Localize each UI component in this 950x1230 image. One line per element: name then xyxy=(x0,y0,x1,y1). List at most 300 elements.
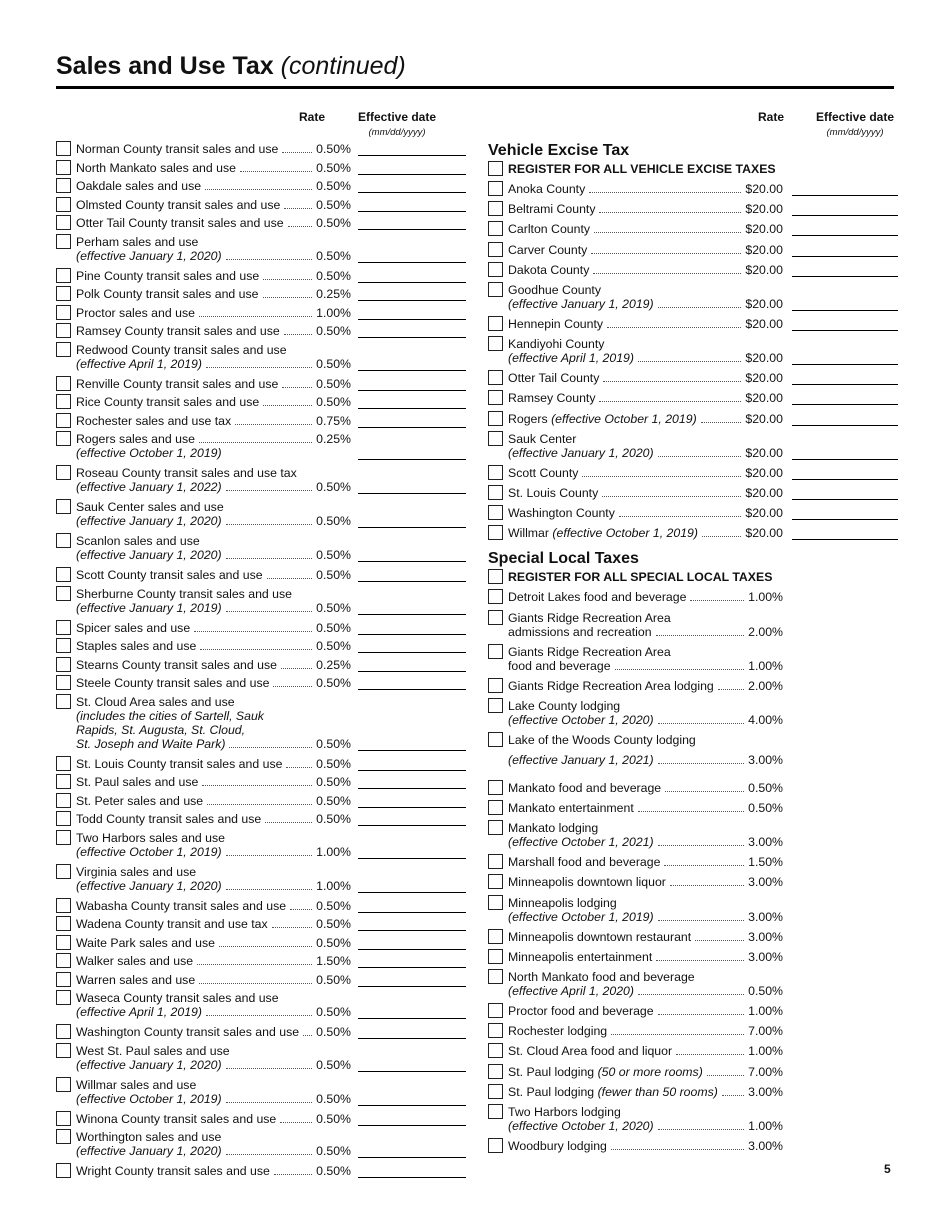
item-rate: 1.00% xyxy=(748,1118,783,1133)
list-item xyxy=(56,142,470,161)
effective-date-field[interactable] xyxy=(792,459,898,460)
item-name-text: Goodhue County xyxy=(508,282,601,297)
item-rate: 1.00% xyxy=(316,878,351,893)
checkbox[interactable] xyxy=(56,376,71,391)
item-name-text: Giants Ridge Recreation Area xyxy=(508,644,671,659)
checkbox[interactable] xyxy=(488,525,503,540)
effective-date-field[interactable] xyxy=(358,581,466,582)
dot-leader xyxy=(226,558,313,559)
checkbox[interactable] xyxy=(488,929,503,944)
checkbox[interactable] xyxy=(488,780,503,795)
item-name xyxy=(508,1139,607,1153)
item-name-text: Todd County transit sales and use xyxy=(76,812,262,826)
effective-date-field[interactable] xyxy=(792,519,898,520)
item-name-text: Spicer sales and use xyxy=(76,620,191,635)
list-item xyxy=(488,896,902,930)
list-item xyxy=(56,216,470,235)
list-item xyxy=(488,486,902,506)
effective-date-field[interactable] xyxy=(358,527,466,528)
effective-date-field[interactable] xyxy=(358,1125,466,1126)
checkbox[interactable] xyxy=(56,286,71,301)
item-rate: $20.00 xyxy=(745,182,783,196)
effective-date-field[interactable] xyxy=(792,330,898,331)
item-name xyxy=(508,1044,672,1058)
effective-date-field[interactable] xyxy=(792,384,898,385)
item-rate: 0.50% xyxy=(316,1005,351,1019)
list-item xyxy=(56,621,470,640)
item-rate: 3.00% xyxy=(748,1084,783,1099)
checkbox[interactable] xyxy=(56,1111,71,1126)
checkbox[interactable] xyxy=(488,589,503,604)
checkbox[interactable] xyxy=(488,181,503,196)
list-item xyxy=(488,970,902,1004)
item-name xyxy=(508,611,671,625)
checkbox[interactable] xyxy=(488,1084,503,1099)
item-name xyxy=(76,269,259,283)
checkbox[interactable] xyxy=(488,316,503,331)
effective-date-field[interactable] xyxy=(358,930,466,931)
item-rate: 0.75% xyxy=(316,413,351,428)
checkbox[interactable] xyxy=(56,499,71,514)
checkbox[interactable] xyxy=(488,282,503,297)
checkbox[interactable] xyxy=(488,221,503,236)
item-name xyxy=(508,283,601,297)
effective-date-field[interactable] xyxy=(792,256,898,257)
effective-date-field[interactable] xyxy=(792,195,898,196)
dot-leader xyxy=(638,811,744,812)
effective-date-field[interactable] xyxy=(792,215,898,216)
item-name-text: Rogers sales and use xyxy=(76,432,195,446)
effective-date-field[interactable] xyxy=(792,310,898,311)
item-name xyxy=(508,486,598,500)
item-name-text: Otter Tail County transit sales and use xyxy=(76,216,284,230)
effective-date-field[interactable] xyxy=(792,479,898,480)
checkbox[interactable] xyxy=(56,657,71,672)
item-name xyxy=(76,1164,270,1178)
item-rate: 0.50% xyxy=(316,248,351,263)
list-item xyxy=(56,587,470,621)
checkbox[interactable] xyxy=(488,698,503,713)
effective-date-field[interactable] xyxy=(358,689,466,690)
checkbox[interactable] xyxy=(56,586,71,601)
dot-leader xyxy=(707,1075,744,1076)
item-name-text: St. Paul sales and use xyxy=(76,775,199,789)
item-name xyxy=(508,679,714,693)
item-rate: $20.00 xyxy=(745,316,783,331)
effective-date-field[interactable] xyxy=(792,235,898,236)
item-name xyxy=(508,412,697,426)
effective-date-field[interactable] xyxy=(358,337,466,338)
effective-date-field[interactable] xyxy=(358,211,466,212)
checkbox[interactable] xyxy=(488,1064,503,1079)
item-name xyxy=(76,954,193,968)
checkbox[interactable] xyxy=(488,732,503,747)
checkbox[interactable] xyxy=(56,935,71,950)
dot-leader xyxy=(658,920,745,921)
checkbox[interactable] xyxy=(488,800,503,815)
item-name xyxy=(508,432,576,446)
dot-leader xyxy=(290,909,312,910)
effective-date-field[interactable] xyxy=(358,561,466,562)
item-name xyxy=(76,198,280,212)
checkbox[interactable] xyxy=(56,431,71,446)
checkbox[interactable] xyxy=(488,505,503,520)
checkbox[interactable] xyxy=(56,567,71,582)
checkbox[interactable] xyxy=(488,161,503,176)
checkbox[interactable] xyxy=(488,569,503,584)
checkbox[interactable] xyxy=(56,774,71,789)
dot-leader xyxy=(658,763,745,764)
list-item xyxy=(56,936,470,955)
item-name-text: Mankato food and beverage xyxy=(508,780,662,795)
checkbox[interactable] xyxy=(56,141,71,156)
checkbox[interactable] xyxy=(56,756,71,771)
checkbox[interactable] xyxy=(488,969,503,984)
checkbox[interactable] xyxy=(56,972,71,987)
item-name xyxy=(76,676,269,690)
dot-leader xyxy=(695,940,744,941)
checkbox[interactable] xyxy=(488,262,503,277)
item-name xyxy=(76,534,200,548)
checkbox[interactable] xyxy=(56,1024,71,1039)
effective-date-field[interactable] xyxy=(358,1038,466,1039)
checkbox[interactable] xyxy=(56,638,71,653)
dot-leader xyxy=(722,1095,744,1096)
checkbox[interactable] xyxy=(56,1129,71,1144)
checkbox[interactable] xyxy=(56,694,71,709)
list-item xyxy=(56,269,470,288)
list-item xyxy=(488,590,902,610)
dot-leader xyxy=(658,1129,745,1130)
checkbox[interactable] xyxy=(488,895,503,910)
list-item xyxy=(56,500,470,534)
item-rate: 0.50% xyxy=(316,736,351,751)
effective-date-header: Effective date xyxy=(357,110,437,124)
item-name xyxy=(76,917,268,931)
checkbox[interactable] xyxy=(56,215,71,230)
item-name-text: Woodbury lodging xyxy=(508,1138,607,1153)
item-subtext: (effective January 1, 2019) xyxy=(508,296,654,311)
checkbox[interactable] xyxy=(488,1023,503,1038)
dot-leader xyxy=(226,889,313,890)
item-name-text: Warren sales and use xyxy=(76,972,196,987)
dot-leader xyxy=(658,307,742,308)
effective-date-field[interactable] xyxy=(792,539,898,540)
list-item xyxy=(56,658,470,677)
list-item xyxy=(56,466,470,500)
effective-date-field[interactable] xyxy=(358,986,466,987)
item-name xyxy=(508,371,599,385)
effective-date-field[interactable] xyxy=(358,750,466,751)
dot-leader xyxy=(599,212,741,213)
item-subtext: (effective January 1, 2019) xyxy=(76,600,222,615)
item-rate: 0.25% xyxy=(316,657,351,672)
checkbox[interactable] xyxy=(488,854,503,869)
item-name xyxy=(508,801,634,815)
dot-leader xyxy=(199,983,312,984)
list-item xyxy=(488,645,902,679)
list-item xyxy=(56,1044,470,1078)
list-item xyxy=(56,324,470,343)
effective-date-field[interactable] xyxy=(792,425,898,426)
item-name-text: Ramsey County xyxy=(508,391,596,406)
effective-date-field[interactable] xyxy=(358,614,466,615)
effective-date-field[interactable] xyxy=(358,459,466,460)
list-item xyxy=(56,534,470,568)
item-rate: 3.00% xyxy=(748,752,783,767)
left-column xyxy=(56,110,470,1183)
dot-leader xyxy=(701,422,742,423)
checkbox[interactable] xyxy=(56,811,71,826)
checkbox[interactable] xyxy=(488,1104,503,1119)
effective-date-field[interactable] xyxy=(358,949,466,950)
effective-date-field[interactable] xyxy=(358,408,466,409)
checkbox[interactable] xyxy=(56,268,71,283)
list-item xyxy=(488,930,902,950)
effective-date-field[interactable] xyxy=(358,1105,466,1106)
dot-leader xyxy=(226,855,313,856)
checkbox[interactable] xyxy=(56,620,71,635)
effective-date-field[interactable] xyxy=(358,1018,466,1019)
effective-date-field[interactable] xyxy=(358,300,466,301)
list-item xyxy=(56,695,470,757)
item-rate: $20.00 xyxy=(745,242,783,257)
checkbox[interactable] xyxy=(488,485,503,500)
checkbox[interactable] xyxy=(488,820,503,835)
checkbox[interactable] xyxy=(488,411,503,426)
list-item xyxy=(488,1004,902,1024)
item-rate: 0.50% xyxy=(316,395,351,409)
checkbox[interactable] xyxy=(56,305,71,320)
effective-date-field[interactable] xyxy=(792,499,898,500)
item-name xyxy=(508,466,578,480)
checkbox[interactable] xyxy=(488,678,503,693)
item-subtext: admissions and recreation xyxy=(508,624,652,639)
effective-date-field[interactable] xyxy=(358,892,466,893)
effective-date-field[interactable] xyxy=(358,858,466,859)
item-name-text: Marshall food and beverage xyxy=(508,855,661,870)
effective-date-field[interactable] xyxy=(358,807,466,808)
effective-date-field[interactable] xyxy=(358,192,466,193)
checkbox[interactable] xyxy=(488,242,503,257)
dot-leader xyxy=(658,456,742,457)
effective-date-field[interactable] xyxy=(792,364,898,365)
effective-date-field[interactable] xyxy=(358,370,466,371)
effective-date-field[interactable] xyxy=(358,174,466,175)
checkbox[interactable] xyxy=(488,390,503,405)
checkbox[interactable] xyxy=(56,178,71,193)
effective-date-field[interactable] xyxy=(358,427,466,428)
checkbox[interactable] xyxy=(56,830,71,845)
effective-date-field[interactable] xyxy=(358,1071,466,1072)
right-header xyxy=(488,110,902,142)
item-name xyxy=(508,970,695,984)
checkbox[interactable] xyxy=(56,234,71,249)
list-item xyxy=(56,287,470,306)
checkbox[interactable] xyxy=(488,465,503,480)
checkbox[interactable] xyxy=(56,160,71,175)
checkbox[interactable] xyxy=(56,990,71,1005)
item-name-text: Virginia sales and use xyxy=(76,864,197,879)
list-item xyxy=(488,412,902,432)
effective-date-field[interactable] xyxy=(358,262,466,263)
item-name xyxy=(76,936,215,950)
checkbox[interactable] xyxy=(56,413,71,428)
checkbox[interactable] xyxy=(56,533,71,548)
dot-leader xyxy=(263,297,313,298)
item-name xyxy=(76,973,195,987)
checkbox[interactable] xyxy=(488,874,503,889)
list-item xyxy=(488,243,902,263)
checkbox[interactable] xyxy=(56,197,71,212)
checkbox[interactable] xyxy=(488,1043,503,1058)
dot-leader xyxy=(718,689,744,690)
effective-date-field[interactable] xyxy=(358,671,466,672)
list-item xyxy=(488,317,902,337)
item-name-text: Rogers xyxy=(508,411,548,426)
effective-date-field[interactable] xyxy=(358,390,466,391)
checkbox[interactable] xyxy=(56,898,71,913)
checkbox[interactable] xyxy=(56,1043,71,1058)
list-item xyxy=(488,733,902,781)
item-name-text: Minneapolis downtown restaurant xyxy=(508,929,692,944)
checkbox[interactable] xyxy=(488,336,503,351)
checkbox[interactable] xyxy=(56,864,71,879)
item-rate: 0.50% xyxy=(748,983,783,998)
item-rate: 0.50% xyxy=(316,600,351,615)
checkbox[interactable] xyxy=(56,323,71,338)
page-title: Sales and Use Tax (continued) xyxy=(56,52,406,80)
item-name xyxy=(76,414,231,428)
checkbox[interactable] xyxy=(56,953,71,968)
item-name-text: Scott County xyxy=(508,465,579,480)
item-name-text: Walker sales and use xyxy=(76,954,194,968)
effective-date-field[interactable] xyxy=(358,967,466,968)
item-name-text: Otter Tail County xyxy=(508,371,600,386)
item-name xyxy=(76,1078,196,1092)
item-name-text: Minneapolis downtown liquor xyxy=(508,875,666,890)
effective-date-field[interactable] xyxy=(792,404,898,405)
effective-date-field[interactable] xyxy=(358,1157,466,1158)
item-name xyxy=(76,695,235,709)
checkbox[interactable] xyxy=(56,1163,71,1178)
list-item xyxy=(56,812,470,831)
checkbox[interactable] xyxy=(56,342,71,357)
effective-date-field[interactable] xyxy=(358,1177,466,1178)
item-name xyxy=(508,391,595,405)
item-rate: $20.00 xyxy=(745,445,783,460)
item-name xyxy=(508,243,587,257)
checkbox[interactable] xyxy=(488,644,503,659)
dot-leader xyxy=(200,649,312,650)
checkbox[interactable] xyxy=(56,394,71,409)
effective-date-field[interactable] xyxy=(358,912,466,913)
item-name xyxy=(76,757,282,771)
item-subtext: (includes the cities of Sartell, Sauk xyxy=(76,708,264,723)
list-item xyxy=(488,337,902,371)
list-item xyxy=(56,757,470,776)
effective-date-field[interactable] xyxy=(358,652,466,653)
item-name-text: Lake of the Woods County lodging xyxy=(508,732,696,747)
checkbox[interactable] xyxy=(488,431,503,446)
item-rate: 0.50% xyxy=(316,972,351,987)
item-name xyxy=(508,1105,621,1119)
list-item xyxy=(488,699,902,733)
checkbox[interactable] xyxy=(56,675,71,690)
dot-leader xyxy=(615,669,745,670)
checkbox[interactable] xyxy=(56,793,71,808)
item-name-text: Detroit Lakes food and beverage xyxy=(508,590,687,605)
date-format-hint: (mm/dd/yyyy) xyxy=(826,127,884,138)
checkbox[interactable] xyxy=(488,1138,503,1153)
list-item xyxy=(56,377,470,396)
effective-date-field[interactable] xyxy=(792,276,898,277)
list-item xyxy=(488,1044,902,1064)
item-rate: 0.50% xyxy=(316,324,351,338)
item-name xyxy=(508,896,617,910)
item-rate: $20.00 xyxy=(745,485,783,500)
item-name xyxy=(76,794,203,808)
effective-date-field[interactable] xyxy=(358,770,466,771)
checkbox[interactable] xyxy=(56,916,71,931)
item-name-text: Lake County lodging xyxy=(508,698,621,713)
list-item xyxy=(56,899,470,918)
item-name xyxy=(76,377,278,391)
checkbox[interactable] xyxy=(488,370,503,385)
effective-date-field[interactable] xyxy=(358,788,466,789)
list-item xyxy=(56,568,470,587)
item-name xyxy=(76,324,280,338)
item-name xyxy=(508,821,598,835)
item-name-text: Waite Park sales and use xyxy=(76,935,215,950)
item-name-text: Mankato lodging xyxy=(508,821,599,836)
list-item xyxy=(56,414,470,433)
item-name xyxy=(76,775,198,789)
list-item xyxy=(488,263,902,283)
item-rate: 0.50% xyxy=(316,356,351,371)
item-name xyxy=(76,831,225,845)
item-rate: 0.50% xyxy=(316,142,351,156)
item-name xyxy=(76,991,279,1005)
effective-date-field[interactable] xyxy=(358,155,466,156)
item-name-text: Staples sales and use xyxy=(76,639,197,653)
item-name xyxy=(76,587,292,601)
effective-date-field[interactable] xyxy=(358,825,466,826)
effective-date-field[interactable] xyxy=(358,229,466,230)
checkbox[interactable] xyxy=(488,201,503,216)
effective-date-field[interactable] xyxy=(358,634,466,635)
item-name xyxy=(508,506,615,520)
checkbox[interactable] xyxy=(488,1003,503,1018)
item-name-text: Scott County transit sales and use xyxy=(76,568,263,582)
dot-leader xyxy=(670,885,744,886)
item-rate: 3.00% xyxy=(748,909,783,924)
item-rate: 1.00% xyxy=(748,1044,783,1059)
list-item xyxy=(488,801,902,821)
checkbox[interactable] xyxy=(56,465,71,480)
effective-date-field[interactable] xyxy=(358,319,466,320)
item-name xyxy=(508,875,666,889)
checkbox[interactable] xyxy=(56,1077,71,1092)
checkbox[interactable] xyxy=(488,949,503,964)
effective-date-field[interactable] xyxy=(358,282,466,283)
item-name-text: Kandiyohi County xyxy=(508,337,605,352)
checkbox[interactable] xyxy=(488,610,503,625)
effective-date-field[interactable] xyxy=(358,493,466,494)
item-name-text: St. Paul lodging xyxy=(508,1064,595,1079)
item-name-text: Two Harbors lodging xyxy=(508,1104,621,1119)
left-header xyxy=(56,110,470,142)
